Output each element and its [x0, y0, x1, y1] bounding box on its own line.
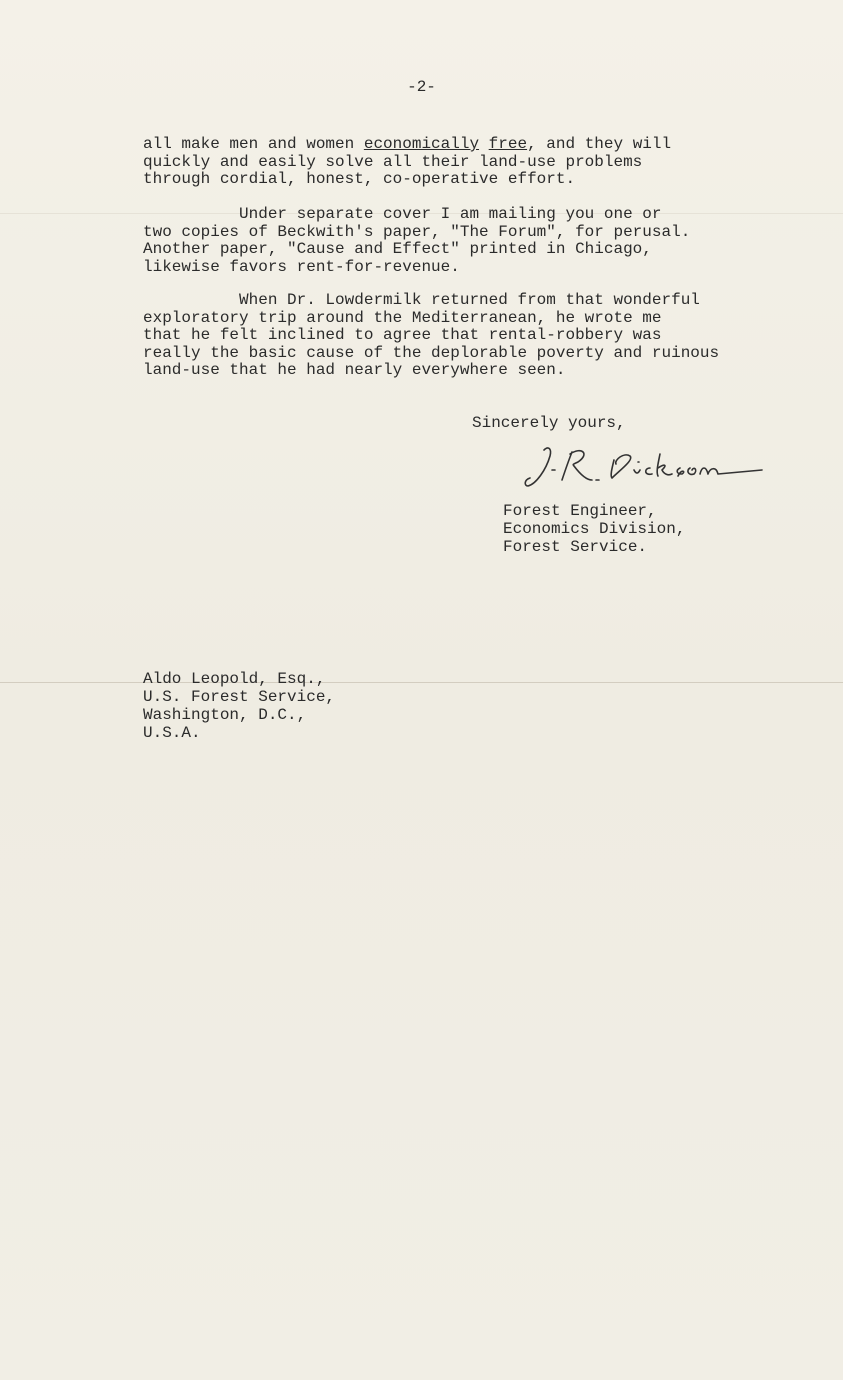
text-line: really the basic cause of the deplorable poverty and ruinous: [143, 343, 720, 362]
recipient-address: [143, 670, 335, 742]
address-line: Aldo Leopold, Esq.,: [143, 670, 326, 688]
closing: Sincerely yours,: [472, 414, 626, 432]
text-line: exploratory trip around the Mediterranean, he wrote me: [143, 308, 662, 327]
text-segment: [479, 135, 489, 153]
paper-fold-line: [0, 682, 843, 683]
text-line: that he felt inclined to agree that rental-robbery was: [143, 326, 662, 344]
signature-image: [522, 440, 772, 492]
text-line: Under separate cover I am mailing you one or: [143, 205, 662, 223]
page-number: -2-: [407, 78, 436, 96]
text-segment: , and they will: [527, 135, 672, 153]
paragraph-3: [143, 292, 803, 380]
signer-titles: [503, 502, 685, 556]
text-line: quickly and easily solve all their land-use problems: [143, 152, 643, 171]
paragraph-2: [143, 206, 803, 276]
title-line: Economics Division,: [503, 520, 686, 538]
paragraph-1: [143, 136, 803, 189]
text-line: land-use that he had nearly everywhere seen.: [143, 361, 566, 379]
text-line: likewise favors rent-for-revenue.: [143, 257, 460, 276]
title-line: Forest Service.: [503, 538, 648, 556]
text-line: two copies of Beckwith's paper, "The Forum", for perusal.: [143, 222, 691, 241]
title-line: Forest Engineer,: [503, 502, 657, 520]
text-line: When Dr. Lowdermilk returned from that wonderful: [143, 291, 700, 309]
underlined-word: economically: [363, 135, 480, 153]
text-line: through cordial, honest, co-operative effort.: [143, 170, 576, 188]
address-line: U.S.A.: [143, 724, 201, 742]
text-segment: all make men and women: [143, 135, 364, 153]
address-line: U.S. Forest Service,: [143, 688, 336, 706]
address-line: Washington, D.C.,: [143, 706, 307, 724]
text-line: Another paper, "Cause and Effect" printed in Chicago,: [143, 240, 652, 258]
underlined-word: free: [488, 135, 528, 153]
